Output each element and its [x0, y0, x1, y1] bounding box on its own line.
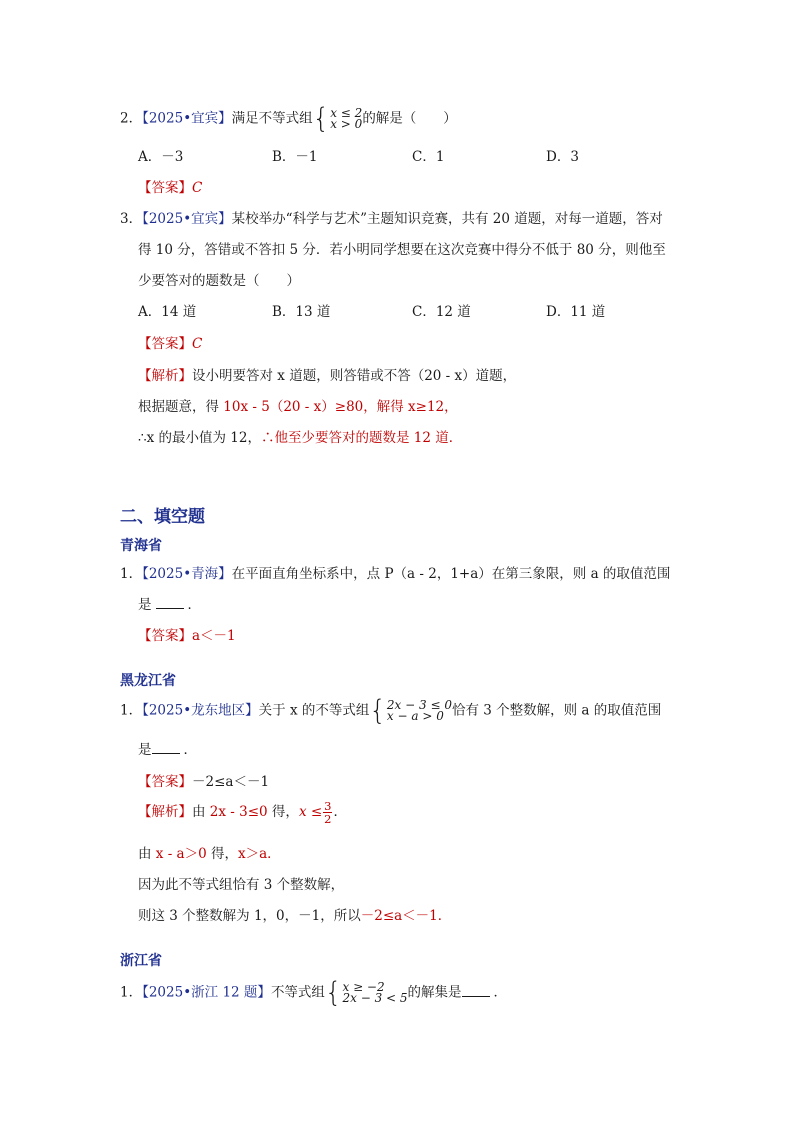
- zhejiang-question: [120, 977, 508, 1009]
- analysis-conclusion: ∴他至少要答对的题数是 12 道．: [260, 430, 463, 446]
- inequality-system: [369, 695, 452, 727]
- analysis-line-2: [138, 842, 281, 862]
- inequality-system: [312, 103, 363, 135]
- option-c: C．12 道: [412, 304, 471, 320]
- question-2: [120, 103, 457, 135]
- fraction-denominator: 2: [324, 812, 332, 826]
- question-stem-end: 恰有 3 个整数解，则 a 的取值范围: [451, 702, 662, 719]
- analysis-line-1: [138, 800, 347, 825]
- question-3: [120, 207, 663, 227]
- analysis-formula: 2x - 3≤0: [209, 804, 268, 820]
- answer-value: a＜－1: [192, 628, 236, 644]
- province-heading: 青海省: [120, 538, 162, 554]
- analysis-label: 【解析】: [138, 368, 192, 384]
- answer-label: 【答案】: [138, 180, 192, 196]
- question-source-tag: 【2025•宜宾】: [142, 211, 232, 227]
- answer-value: C: [192, 336, 203, 352]
- fraction-numerator: 3: [324, 799, 332, 813]
- analysis-label: 【解析】: [138, 804, 192, 820]
- province-heading: 浙江省: [120, 953, 162, 969]
- inequality-system: [324, 977, 408, 1009]
- answer-label: 【答案】: [138, 774, 192, 790]
- analysis-line-2: [138, 395, 458, 415]
- analysis-text: ．: [333, 804, 347, 820]
- system-row-2: 2x − 3 < 5: [342, 991, 408, 1005]
- analysis-text: 由: [192, 804, 210, 820]
- question-source-tag: 【2025•青海】: [142, 566, 232, 582]
- section-title: 二、填空题: [120, 507, 205, 527]
- brace-icon: {: [369, 695, 386, 727]
- analysis-text: ∴x 的最小值为 12，: [138, 430, 261, 446]
- question-line-1: 某校举办“科学与艺术”主题知识竞赛，共有 20 道题，对每一道题，答对: [231, 211, 663, 227]
- analysis-line-3: [138, 426, 462, 446]
- question-number: 1．: [120, 566, 143, 582]
- question-number: 1．: [120, 984, 143, 1001]
- brace-icon: {: [312, 103, 330, 135]
- answer-line: [138, 176, 202, 196]
- qinghai-question: [120, 562, 670, 582]
- answer-line: [138, 770, 269, 790]
- question-number: 3．: [120, 211, 143, 227]
- answer-value: －2≤a＜－1: [192, 774, 270, 790]
- option-c: C．1: [412, 149, 445, 165]
- option-b: B．13 道: [272, 304, 331, 320]
- analysis-formula: x - a＞0: [155, 846, 207, 862]
- analysis-formula: 10x - 5（20 - x）≥80，解得 x≥12，: [223, 399, 458, 415]
- question-text: 是: [138, 597, 152, 613]
- system-row-1: x ≤ 2: [330, 106, 363, 120]
- analysis-line-1: [138, 364, 516, 384]
- option-a: A．－3: [138, 149, 184, 165]
- question-text: ．: [187, 597, 201, 613]
- analysis-line-3: 因为此不等式组恰有 3 个整数解，: [138, 877, 345, 893]
- analysis-text: 则这 3 个整数解为 1，0，－1，所以: [138, 908, 361, 924]
- brace-icon: {: [324, 977, 342, 1009]
- analysis-text: 由: [138, 846, 156, 862]
- analysis-line-4: [138, 904, 451, 924]
- system-row-1: 2x − 3 ≤ 0: [386, 698, 452, 712]
- option-d: D．11 道: [546, 304, 606, 320]
- heilongjiang-question-line-2: [138, 738, 197, 758]
- question-source-tag: 【2025•浙江 12 题】: [142, 984, 271, 1001]
- question-text: ．: [493, 984, 508, 1001]
- province-heading: 黑龙江省: [120, 673, 176, 689]
- question-stem: 不等式组: [270, 984, 325, 1001]
- heilongjiang-question: [120, 695, 662, 727]
- analysis-text: 得，: [206, 846, 238, 862]
- answer-label: 【答案】: [138, 628, 192, 644]
- question-number: 2．: [120, 110, 143, 127]
- analysis-formula: x＞a．: [238, 846, 281, 862]
- question-text: 是: [138, 742, 152, 758]
- analysis-text: 根据题意，得: [138, 399, 224, 415]
- fill-blank: [156, 598, 184, 609]
- question-text: ．: [183, 742, 197, 758]
- analysis-conclusion: －2≤a＜－1．: [360, 908, 452, 924]
- question-source-tag: 【2025•龙东地区】: [142, 702, 259, 719]
- question-stem: 满足不等式组: [231, 110, 313, 127]
- question-line-3: 少要答对的题数是（ ）: [138, 273, 300, 289]
- answer-line: [138, 332, 202, 352]
- qinghai-question-line-2: [138, 593, 201, 613]
- question-stem-end: 的解集是: [407, 984, 462, 1001]
- system-row-1: x ≥ −2: [342, 980, 385, 994]
- option-a: A．14 道: [138, 304, 197, 320]
- fraction: [323, 800, 332, 825]
- fill-blank: [462, 986, 490, 997]
- fill-blank: [152, 743, 180, 754]
- analysis-text: 设小明要答对 x 道题，则答错或不答（20 - x）道题，: [192, 368, 517, 384]
- answer-value: C: [192, 180, 203, 196]
- answer-label: 【答案】: [138, 336, 192, 352]
- system-row-2: x > 0: [330, 117, 363, 131]
- analysis-formula: x ≤: [298, 804, 323, 820]
- question-line-2: 得 10 分，答错或不答扣 5 分．若小明同学想要在这次竞赛中得分不低于 80 分，则他至: [138, 242, 666, 258]
- question-line-1: 在平面直角坐标系中，点 P（a - 2，1+a）在第三象限，则 a 的取值范围: [231, 566, 671, 582]
- question-source-tag: 【2025•宜宾】: [142, 110, 232, 127]
- question-number: 1．: [120, 702, 143, 719]
- analysis-text: 得，: [267, 804, 299, 820]
- option-d: D．3: [546, 149, 579, 165]
- option-b: B．－1: [272, 149, 318, 165]
- system-row-2: x − a > 0: [386, 709, 444, 723]
- question-stem-end: 的解是（ ）: [362, 110, 457, 127]
- answer-line: [138, 624, 236, 644]
- question-stem: 关于 x 的不等式组: [258, 702, 370, 719]
